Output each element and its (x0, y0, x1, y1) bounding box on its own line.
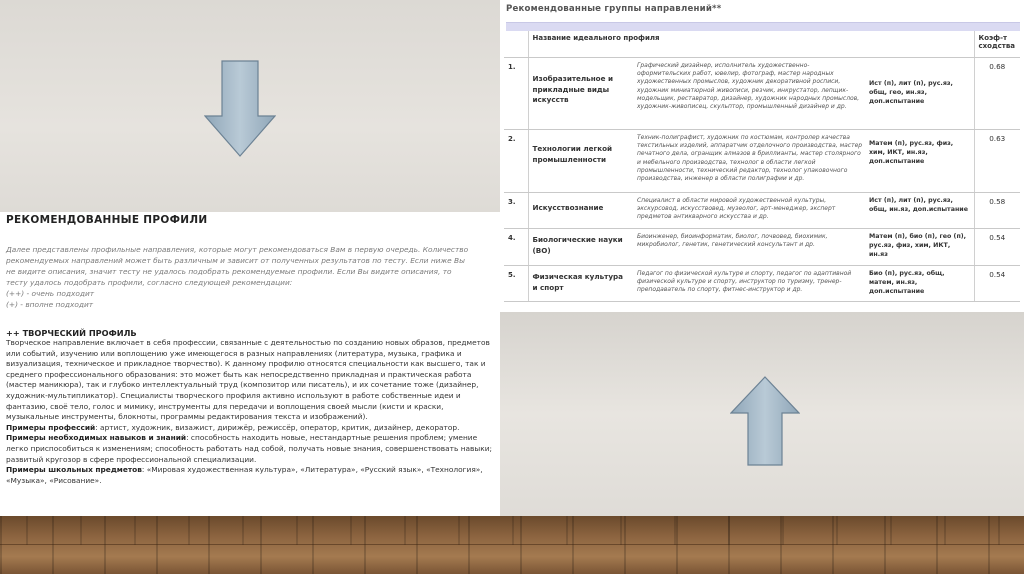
table-row (504, 266, 1020, 302)
row-coefficient: 0.58 (974, 193, 1020, 229)
intro-line: не видите описания, значит тесту не удалось подобрать рекомендуемые профили. Если Вы видите описания, то (6, 267, 452, 276)
examples-professions-label: Примеры профессий (6, 422, 96, 432)
row-professions: Графический дизайнер, исполнитель художественно-оформительских работ, ювелир, фотограф, мастер народных художественных промыслов, художник декоративной росписи, художник миниатюрной живописи, резчик, инкрустатор, лепщик-модельщик, реставратор, дизайнер, художник народных промыслов, художник-живописец, скульптор, промышленный дизайнер и др. (634, 58, 866, 130)
groups-table (504, 31, 1020, 302)
profile-description (6, 338, 494, 486)
row-number: 2. (504, 130, 528, 193)
row-number: 4. (504, 229, 528, 266)
row-subjects: Матем (п), био (п), гео (п), рус.яз, физ, хим, ИКТ, ин.яз (866, 229, 974, 266)
arrow-down-icon (204, 60, 276, 158)
recommended-groups-section (506, 4, 1020, 302)
examples-subjects-label: Примеры школьных предметов (6, 465, 142, 475)
wooden-floor (0, 516, 1024, 574)
row-number: 1. (504, 58, 528, 130)
examples-skills-label: Примеры необходимых навыков и знаний (6, 433, 187, 443)
row-number: 3. (504, 193, 528, 229)
intro-text (6, 244, 494, 310)
arrow-up-icon (730, 376, 800, 466)
table-row (504, 193, 1020, 229)
table-row (504, 130, 1020, 193)
row-coefficient: 0.54 (974, 229, 1020, 266)
intro-line: Далее представлены профильные направления, которые могут рекомендоваться Вам в первую очередь. Количество (6, 245, 469, 254)
header-coefficient: Коэф-т сходства (974, 31, 1020, 58)
row-subjects: Био (п), рус.яз, общ, матем, ин.яз, доп.испытание (866, 266, 974, 302)
row-professions: Специалист в области мировой художественной культуры, экскурсовод, искусствовед, музеолог, арт-менеджер, эксперт предметов антикварного искусства и др. (634, 193, 866, 229)
header-num (504, 31, 528, 58)
recommended-profiles-section (6, 214, 494, 486)
row-coefficient: 0.68 (974, 58, 1020, 130)
row-profile-name: Искусствознание (528, 193, 634, 229)
legend-suitable: (+) - вполне подходит (6, 300, 94, 309)
row-coefficient: 0.54 (974, 266, 1020, 302)
row-profile-name: Изобразительное и прикладные виды искусств (528, 58, 634, 130)
groups-title: Рекомендованные группы направлений** (506, 4, 722, 14)
header-profile-name: Название идеального профиля (528, 31, 974, 58)
section-title: РЕКОМЕНДОВАННЫЕ ПРОФИЛИ (6, 214, 208, 226)
profile-text: Творческое направление включает в себя профессии, связанные с деятельностью по созданию новых образов, предметов или событий, изучению или воплощению уже имеющегося в разных направлениях (литература, музыка, графика и визуализация, техническое и прикладное творчество). К данному профилю относятся специальности как высшего, так и среднего профессионального образования: это может быть как непосредственно прикладная и практическая работа (мастер маникюра), так и глубоко интеллектуальный труд (композитор или писатель), и их сочетание тоже (дизайнер, художник-мультипликатор). Специалисты творческого профиля активно используют в работе собственные идеи и фантазию, своё тело, голос и мимику, инструменты для передачи и воплощения своей мысли (кисти и краски, музыкальные инструменты, блокноты, программы редактирования текста и изображений). (6, 338, 490, 422)
profile-title: ++ ТВОРЧЕСКИЙ ПРОФИЛЬ (6, 328, 137, 338)
row-profile-name: Технологии легкой промышленности (528, 130, 634, 193)
row-subjects: Ист (п), лит (п), рус.яз, общ, ин.яз, доп.испытание (866, 193, 974, 229)
legend-very-suitable: (++) - очень подходит (6, 289, 95, 298)
row-subjects: Матем (п), рус.яз, физ, хим, ИКТ, ин.яз, доп.испытание (866, 130, 974, 193)
row-profile-name: Биологические науки (ВО) (528, 229, 634, 266)
table-row (504, 229, 1020, 266)
row-professions: Педагог по физической культуре и спорту, педагог по адаптивной физической культуре и спорту, инструктор по туризму, тренер-преподаватель по спорту, фитнес-инструктор и др. (634, 266, 866, 302)
row-coefficient: 0.63 (974, 130, 1020, 193)
row-profile-name: Физическая культура и спорт (528, 266, 634, 302)
header-band (506, 22, 1020, 31)
table-row (504, 58, 1020, 130)
examples-skills: : способность находить новые, нестандартные решения проблем; умение легко приспособиться к изменениям; способность работать над собой, получать новые знания, совершенствовать навыки; развитый кругозор в сфере профессиональной специализации. (6, 433, 492, 464)
row-professions: Биоинженер, биоинформатик, биолог, почвовед, биохимик, микробиолог, генетик, генетический консультант и др. (634, 229, 866, 266)
examples-subjects: : «Мировая художественная культура», «Литература», «Русский язык», «Технология», «Музыка», «Рисование». (6, 465, 483, 485)
row-professions: Техник-полиграфист, художник по костюмам, контролер качества текстильных изделий, аппаратчик отделочного производства, мастер печатного дела, огранщик алмазов в бриллианты, мастер столярного и мебельного производства, технолог в области легкой промышленности, технический редактор, технолог упаковочного производства, инженер в области полиграфии и др. (634, 130, 866, 193)
row-number: 5. (504, 266, 528, 302)
intro-line: тесту удалось подобрать профили, согласно следующей рекомендации: (6, 278, 293, 287)
examples-professions: : артист, художник, визажист, дирижёр, режиссёр, оператор, критик, дизайнер, декоратор. (95, 422, 460, 432)
row-subjects: Ист (п), лит (п), рус.яз, общ, гео, ин.яз, доп.испытание (866, 58, 974, 130)
table-header-row (504, 31, 1020, 58)
intro-line: рекомендуемых направлений может быть различным и зависит от полученных результатов по тесту. Если ниже Вы (6, 256, 465, 265)
